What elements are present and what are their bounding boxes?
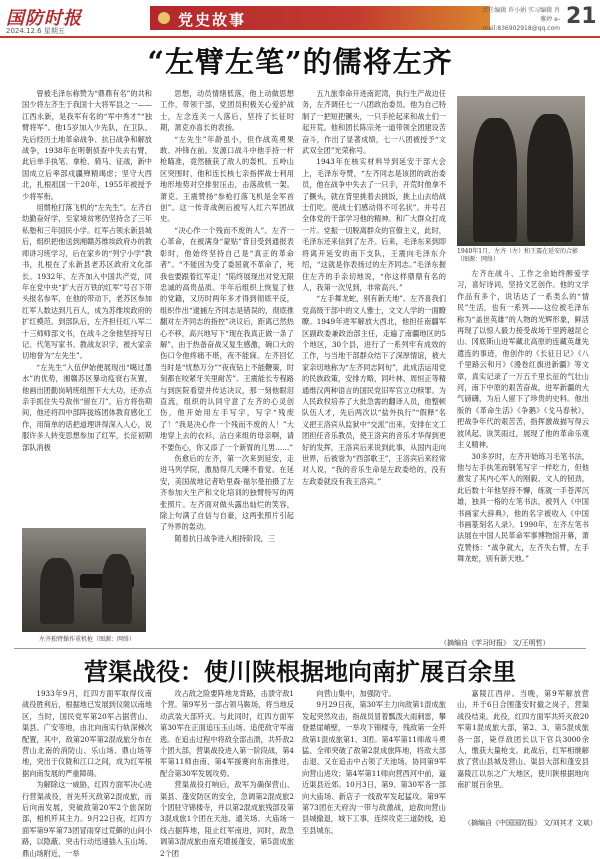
article1-source: （摘编自《学习时报》 文/王明哲）: [440, 639, 550, 647]
photo-caption-left: 左齐独臂操作重机枪（图源：网络）: [38, 636, 135, 643]
article1-column-2: [160, 88, 294, 636]
page-number: 21: [566, 4, 597, 29]
article1-column-1: [22, 88, 152, 524]
article-divider: [14, 648, 586, 649]
article2-column-1: [22, 688, 152, 858]
party-emblem-icon: [158, 12, 170, 24]
paragraph: “左手舞龙蛇，别有新天地”。左齐喜我们党高级干部中的文人雅士，文文人学的一面瞭瞭。1949年进军解放大西北，他担任南疆军区副政委兼政治部主任，走遍了南疆地区的5个地区，30个县，进行了一系列牢有成效的工作，与当地干部群众结下了深厚情谊，被大家亲切地称为“左齐同志阿旬”，此成活运用党的民族政策，安排方略，同叶林、周恒正等精通维汉两种语言的国民党旧军官立功赎罪。为人民政权培养了大批急需的翻译人员，他整顿队伍人才，先后两次以“盐外执行”“假释”名义把王洛宾从监狱中“交派”出来，安排在文工团担任音乐教员，使王洛宾的音乐才华得到更好的发挥，王洛宾后来说到此事，从国内走向世界，后被誉为“西部歌王”，王洛宾后来经常对人说，“我的音乐生命是左政委给的，没有左政委就没有我王洛宾。”: [302, 294, 446, 486]
article2-column-2: [160, 688, 294, 858]
paragraph: 攻占敌之险要阵地龙背路，击溃守敌1个营。第9军另一部占领马鞍场，将当地反动武装大部歼灭。与此同时，红四方面军第30军在正面追压玉山场、追使敌守军南逃。在追击过程中将敌全部击溃，共歼敌2个团大部，营渠战役进入第一阶段战，第4军第11师由南、第4军援赛向东南推进，配合第30军发展攻势。: [160, 689, 294, 778]
header-rule: [0, 36, 600, 38]
paragraph: 9月29日夜，第30军主力向敌第1混成旅发起突然攻击，指战员冒着瓢泼大雨刺雷，攀登悬崖峭壁，一举攻下锦楼寺，残敌第一全歼敌第1混成旅第1、3团。第4军第11师战斗勇猛、全师突破了敌第2混成旅阵地，将敌大部击退、又在追击中占领了天池场，协同第9军向营山进攻；第4军第11师向营西河中前，逼近渠县近郊。10月3日，第9、第30军各一部向大庙场、新店子一线敌军发起猛攻。第9军第73团在天府沟一带与敌激战，迫敌向营山县城撤退，城下工事，连续攻克三道防线，追至县城东。: [302, 700, 446, 835]
zuo-qi-wang-zhen-photo: [457, 96, 585, 246]
one-armed-machine-gun-photo: [22, 528, 146, 632]
paragraph: 向营山集中，加强防守。: [316, 689, 396, 698]
paragraph: 为解除这一威胁，红四方面军决心进行营渠战役，首先歼灭敌第2混成旅，而后向南发展，突破敌第20军2个旅深防部，相机歼其主力。9月22日夜，红四方面军第9军第73团冒雨穿过荒僻的山间小路，以隐蔽、突击行动迅速插入玉山场、鼎山场附近，一举: [22, 780, 152, 858]
article2-column-3: [302, 688, 446, 835]
paragraph: 嘉陵江西岸。当晚，第9军解放营山，并于6日合围蓬安时撤之岗子，营渠战役结束。此役，红四方面军共歼灭敌20军第1混成旅大部，第2、3、第5混成旅各一部，毙俘敌团长以下官兵3000余人，缴获大量枪支。此战后，红军相继解放了营山县城及营山、渠县大部和蓬安县嘉陵江以东之广大地区，使川陕根据地向南扩展百余里。: [457, 689, 589, 790]
paragraph: “决心作一个残而不废的人”。左齐一心革命，在被满身“蒙贴”背目受到通报表彰时，他始终坚持自己是“真正的革命者”。“不能因为受了委屈就不革命了，死我也要跟着红军走！”陷终展现出对党无限忠诚的高贵品质。半年后组织上恢复了他的党籍，又历时两年多才得到彻底平反，组织作出“逮捕左齐同志是错误的，彻底推翻对左齐同志的指控”决议后，距离已然热心不移，高兴地写下“现在我真正做一条了解”，由于热备奋战又复生感激，碗口大的伤口令他疼痛不堪，夜不能寐。左齐回忆当时是“忧愁万分”“夜夜钻上不能鞭策，时刻都在咬紧牙关里耐苦”。王震能长专程路与到医院看望并传达决议，那一刻他眼泪直流，组织的认同守意了左齐的心灵创伤，他开始用左手写字，写字“残废了！”我是决心作一个残而不废的人！”大地穿上去的衣衫，沾白来组的母亲啊，请不要伤心，你又添了一个新胃的儿男……”: [160, 225, 294, 452]
section-banner: [150, 6, 490, 30]
article2-source: （摘编自《中国国防报》 文/刘其才 文斌）: [464, 819, 597, 827]
paragraph: “左先生”年龄虽小，但作战英勇果敢、冲锋在前。发源口战斗中他手持一杆枪瞄准，竟然腋获了敌人的轰机。五岭山区突围时，他和连长核七亲指挥战士利用地形地势对空排射压击，击落敌机一架。萧克、王震赞扬“参枪打落飞机是全军首创”。这一传奇战例后被写入红六军团战史。: [160, 134, 294, 224]
paragraph: 伤愈后的左齐，第一次来到延安，走进马列学院，激励得几天睡不着觉。在延安，美国战地记者哈里森·福尔曼拍摄了左齐参加大生产和文化培训的独臂特写的两张照片。左齐面对做头露出灿烂的笑容，除上句满了自信与自豪，这两张照片引起了外界的轰动。: [160, 454, 294, 532]
article2-headline: 营渠战役：使川陕根据地向南扩展百余里: [84, 657, 516, 686]
article1-column-4: [457, 268, 589, 636]
article2-column-4: [457, 688, 589, 816]
paragraph: 1933年9月，红四方面军取得仪南战役胜利后，根据地已发展到仪陇以南地区，当时，国民党军第20军占据营山、渠县、广安等地，由北向南实行轨深梯次配置，其中，敌第20军第2混成旅分布在营山北南的消防山、乐山场、鼎山场等地，突出于仪陇和江口之间，成为红军根据向南发展的严重障碍。: [22, 689, 152, 778]
paragraph: 曾被毛泽东称赞为“鼎鼎有名”的共和国少将左齐生于我国十大将军县之一——江西永新，是我军有名的“军中秀才”“独臂将军”。他15岁加入少先队，在卫队、先后经历土地革命战争、抗日战争和解放战争，1938年在明朝侦查中失去右臂，此后单手执笔、拿枪、骑马、征战，新中国成立后率部戍疆殚精竭虑；坚守大西北，扎根祖国一干20年，1955年被授予少将军衔。: [22, 89, 152, 201]
masthead: 国防时报: [6, 8, 82, 29]
paragraph: 30多岁时，左齐开始练习毛笔书法，他与左手执笔而钢笔写字一样吃力，但他激发了其内心军人的刚毅、文人的韧劲，此后数十年他坚持不懈，练就一手苍浑沉雄，独具一格的左笔书法，被列入《中国书画家大辞典》，他的名字被收入《中国书画篆刻名人录》。1990年，左齐左笔书法展在中国人民革命军事博物馆开幕，萧克赞扬：“战争就大，左齐失右臂，左手舞龙蛇，别有新天地。”: [457, 451, 589, 564]
paragraph: 1943年在核实材料导到延安于部大会上，毛泽东夸赞，“左齐同志是该团的政治委员，他在战争中失去了一只手，开荒时他拿不了撅头，就在背里挑着去挑饭，挑上山去给战士们吃。使战士们感动得不可名状”。并号召全体党的干部学习他的精神。和广大群众打成一片。党振一切脱离群众的官僚主义，此时，毛泽东还来信到了左齐。后来，毛泽东来到即将离开延安的南下支队，王震向毛泽东介绍，“这就是你表扬过的左齐同志。”毛泽东握住左齐的手亲切地说，“你这样鼎鼎有名的人，我第一次见到，非常高兴。”: [302, 157, 446, 292]
editor-credits: 责任编辑 许小娟 实习编辑 肖雅婷 e-mail:836902918@qq.com: [482, 7, 560, 32]
paragraph: 用惯枪打落飞机的“左先生”。左齐自幼勤奋好学，至家境贫寒仍坚持念了三年私塾和三年国民小学。红军占领永新县城后，组织把他送到湘赣苏维埃政府办的教师讲习班学习，后在家乡的“列宁小学”教书，扎根在了永新县老苏区政府文化部长。1932年，左齐加入中国共产党，同年在党中央“扩大百万铁的红军”号召下带头报名参军，在他的带动下，老苏区参加红军人数达到几百人，成为苏维埃政府的扩红模范。到部队后，左齐担任红八军二十三师师部文书，在战斗之余他坚持写日记、代笔写家书、教战友识字，被大家亲切地誉为“左先生”。: [22, 203, 152, 361]
paragraph: 营渠战役打响后，敌军为确保营山、渠县、蓬安防区的安全，急调第2混成旅2个团驻守锦楼寺，并以第2混成旅残部及第3混成旅1个团在天池、通关场、大庙场一线占据阵地，阻止红军南进，同时，敌急调第3混成旅由南充增援蓬安，第5混成旅2个团: [160, 780, 294, 858]
publication-date: 2024.12.6 星期五: [6, 27, 65, 35]
paragraph: 思想，动员情绪低落，他上动做思想工作，带领干部，党团员积极关心爱护战士，左念连关一人落后，坚持了长征时期，萧克亦喜长的表扬。: [160, 89, 294, 133]
photo-caption-right: 1940年1月，左齐（左）和王震在延安的合影（图源：网络）: [457, 248, 579, 263]
paragraph: “左先生”入伍伊始便展现出“噶过墨水”的优势，湘赣苏区暴动疫衰右灰置，他画出团勤岗哨班组图下大大功，还亦点亲手抓住失号敌伟“留在刀”，后方将伤期间，他还将四中部阵拢练团体教育感化工作，用简单的话把道理讲得深入人心，说服许多人转变思想参加了红军，长征初期部队消极: [22, 362, 152, 452]
page-header: [0, 0, 600, 36]
paragraph: 五九旅奉命开进南泥湾，执行生产战边任务，左齐调任七一八团政治委员。他为自己特制了一把短把镢头，一只手抡起来和战士们一起开荒。他和团长陈宗尧一道带领全团建设苦奋斗，作出了显著成绩，七一八团被授予“文武双全团”光荣称号。: [302, 89, 446, 156]
section-title: 党史故事: [178, 11, 247, 29]
paragraph: 左齐在战斗、工作之余始终醉爱学习，喜好诗词，坚持文艺创作。他的文学作品有多个，说话达了一系类么的“情民”生活，也有一系列——这位被毛泽东称为“盖世英雄”的人物的光辉形象，鲜活再现了以惊人毅力接受战场于里跨越昆仑山、冈底斯山进军藏北高原的连藏英雄先遣连的事迹，他创作的《长征日记》《八千里路云和月》《漫卷红旗进新疆》等文章，真实记录了一万五千里长征的气壮山河，南下中原的艰苦奋战，进军新疆的大气磅礴，为后人留下了珍贵的史料。他出版的《革命生活》《争鹅》《戈马春秋》，把战争年代的艰苦苦，指挥激战描写得云波风起、诙笑雨过，展现了他的革命乐观主义精神。: [457, 269, 589, 450]
article1-headline: “左臂左笔”的儒将左齐: [147, 45, 453, 79]
article1-column-3: [302, 88, 446, 636]
paragraph: 随着抗日战争进入相持阶段，三: [174, 533, 276, 543]
